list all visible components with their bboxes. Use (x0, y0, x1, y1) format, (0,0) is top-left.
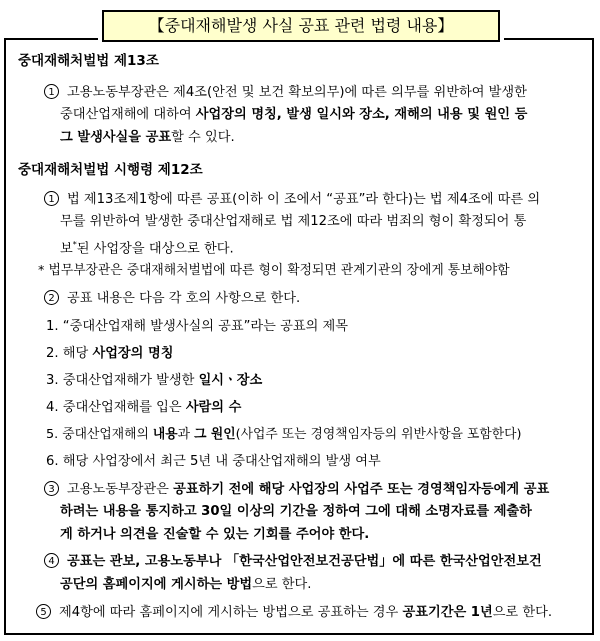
decree-p2: 2 공표 내용은 다음 각 호의 사항으로 한다. (44, 290, 300, 308)
circled-number: 1 (44, 191, 59, 206)
circled-number: 3 (44, 481, 59, 496)
decree-p3-line-3: 게 하거나 의견을 진술할 수 있는 기회를 주어야 한다. (60, 527, 370, 542)
circled-number: 4 (44, 553, 59, 568)
list-item-4: 4. 중대산업재해를 입은 사람의 수 (46, 400, 242, 415)
law-item-line-2: 중대산업재해에 대하여 사업장의 명칭, 발생 일시와 장소, 재해의 내용 및 원인 등 (60, 107, 528, 122)
law-item-line-1: 1 고용노동부장관은 제4조(안전 및 보건 확보의무)에 따른 의무를 위반하여 발생한 (44, 84, 527, 102)
decree-p1-line-3: 보*된 사업장을 대상으로 한다. (60, 240, 234, 257)
footnote: * 법무부장관은 중대재해처벌법에 따른 형이 확정되면 관계기관의 장에게 통보해야함 (38, 263, 510, 278)
page-title: 【중대재해발생 사실 공표 관련 법령 내용】 (102, 10, 500, 42)
circled-number: 2 (44, 290, 59, 305)
decree-p3-line-1: 3 고용노동부장관은 공표하기 전에 해당 사업장의 사업주 또는 경영책임자등에게 공표 (44, 481, 549, 499)
law-heading: 중대재해처벌법 제13조 (18, 53, 159, 69)
decree-p3-line-2: 하려는 내용을 통지하고 30일 이상의 기간을 정하여 그에 대해 소명자료를 제출하 (60, 504, 532, 519)
list-item-5: 5. 중대산업재해의 내용과 그 원인(사업주 또는 경영책임자등의 위반사항을 포함한다) (46, 427, 522, 442)
circled-number: 1 (44, 84, 59, 99)
list-item-1: 1. “중대산업재해 발생사실의 공표”라는 공표의 제목 (46, 319, 348, 334)
decree-p1-line-1: 1 법 제13조제1항에 따른 공표(이하 이 조에서 “공표”라 한다)는 법 제4조에 따른 의 (44, 191, 540, 209)
list-item-6: 6. 해당 사업장에서 최근 5년 내 중대산업재해의 발생 여부 (46, 454, 381, 469)
decree-p4-line-2: 공단의 홈페이지에 게시하는 방법으로 한다. (60, 577, 312, 592)
list-item-3: 3. 중대산업재해가 발생한 일시ㆍ장소 (46, 373, 263, 388)
decree-p1-line-2: 무를 위반하여 발생한 중대산업재해로 법 제12조에 따라 범죄의 형이 확정되어 통 (60, 214, 527, 229)
list-item-2: 2. 해당 사업장의 명칭 (46, 346, 174, 361)
law-item-line-3: 그 발생사실을 공표할 수 있다. (60, 130, 235, 145)
decree-p4-line-1: 4 공표는 관보, 고용노동부나 「한국산업안전보건공단법」에 따른 한국산업안전보건 (44, 553, 542, 571)
content-frame (4, 38, 594, 635)
decree-p5: 5 제4항에 따라 홈페이지에 게시하는 방법으로 공표하는 경우 공표기간은 1년으로 한다. (36, 604, 552, 622)
circled-number: 5 (36, 604, 51, 619)
decree-heading: 중대재해처벌법 시행령 제12조 (18, 162, 203, 178)
